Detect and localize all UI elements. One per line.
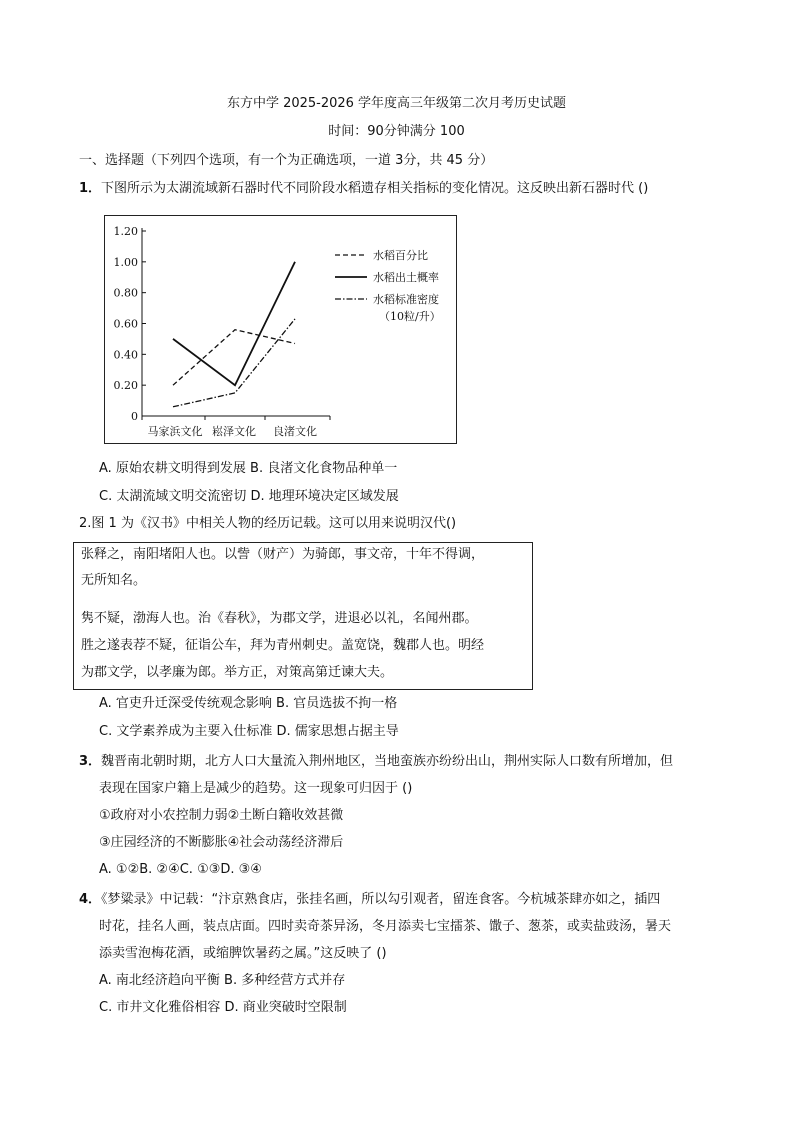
x-tick-label: 良渚文化: [273, 425, 317, 438]
question-stem: 下图所示为太湖流域新石器时代不同阶段水稻遗存相关指标的变化情况。这反映出新石器时代 (): [101, 181, 649, 196]
question-2-option-cd[interactable]: C. 文学素养成为主要入仕标准 D. 儒家思想占据主导: [99, 724, 399, 739]
series-line-3: [173, 319, 295, 407]
y-tick-label: 0.20: [113, 379, 138, 393]
y-tick-label: 0.40: [113, 348, 138, 362]
exam-subtitle: 时间：90分钟满分 100: [328, 124, 465, 139]
exam-title: 东方中学 2025-2026 学年度高三年级第二次月考历史试题: [226, 96, 567, 111]
question-number: 4．: [79, 892, 102, 907]
hanshu-quote-box: [73, 542, 533, 690]
question-3-stem-cont: 表现在国家户籍上是减少的趋势。这一现象可归因于 (): [99, 781, 413, 796]
question-4: [79, 891, 660, 909]
y-tick-label: 0.80: [113, 286, 138, 300]
series-line-2: [173, 262, 295, 385]
question-4-option-ab[interactable]: A. 南北经济趋向平衡 B. 多种经营方式并存: [99, 973, 346, 988]
question-3-options[interactable]: A. ①②B. ②④C. ①③D. ③④: [99, 862, 262, 877]
legend-label: 水稻标准密度: [373, 293, 439, 306]
y-tick-label: 1.20: [113, 225, 138, 238]
question-4-stem-cont: 时花，挂名人画，装点店面。四时卖奇茶异汤，冬月添卖七宝擂茶、馓子、葱茶，或卖盐豉汤，暑天: [99, 919, 672, 934]
x-tick-label: 崧泽文化: [212, 425, 256, 438]
question-3-sub-options-1: ①政府对小农控制力弱②土断白籍收效甚微: [99, 808, 344, 823]
section-heading: 一、选择题（下列四个选项，有一个为正确选项，一道 3分，共 45 分）: [79, 153, 494, 168]
quote-line: 张释之，南阳堵阳人也。以訾（财产）为骑郎，事文帝，十年不得调，: [81, 547, 485, 562]
question-stem: 《梦粱录》中记载：“汴京熟食店，张挂名画，所以勾引观者，留连食客。今杭城茶肆亦如之，插四: [101, 892, 661, 907]
question-number: 3．: [79, 754, 102, 769]
y-tick-label: 0: [131, 410, 138, 423]
question-stem: 魏晋南北朝时期，北方人口大量流入荆州地区，当地蛮族亦纷纷出山，荆州实际人口数有所增加，但: [101, 754, 674, 769]
rice-chart-svg: [105, 216, 458, 445]
question-3-sub-options-2: ③庄园经济的不断膨胀④社会动荡经济滞后: [99, 835, 344, 850]
question-1: [79, 180, 648, 198]
rice-chart: [104, 215, 457, 444]
question-number: 2.: [79, 516, 92, 531]
question-number: 1．: [79, 181, 102, 196]
y-tick-label: 0.60: [113, 317, 138, 331]
question-2: [79, 515, 456, 533]
question-3: [79, 753, 673, 771]
quote-line: 无所知名。: [81, 573, 147, 588]
quote-line: 胜之遂表荐不疑，征诣公车，拜为青州刺史。盖宽饶，魏郡人也。明经: [81, 638, 485, 653]
quote-line: 隽不疑，渤海人也。治《春秋》，为郡文学，进退必以礼，名闻州郡。: [81, 611, 478, 626]
question-1-option-cd[interactable]: C. 太湖流域文明交流密切 D. 地理环境决定区域发展: [99, 489, 399, 504]
question-4-stem-cont: 添卖雪泡梅花酒，或缩脾饮暑药之属。”这反映了 (): [99, 946, 387, 961]
y-tick-label: 1.00: [113, 255, 138, 269]
legend-label-note: （10粒/升）: [379, 310, 441, 323]
question-4-option-cd[interactable]: C. 市井文化雅俗相容 D. 商业突破时空限制: [99, 1000, 347, 1015]
quote-line: 为郡文学，以孝廉为郎。举方正，对策高第迁谏大夫。: [81, 665, 394, 680]
question-2-option-ab[interactable]: A. 官吏升迁深受传统观念影响 B. 官员选拔不拘一格: [99, 696, 398, 711]
question-stem: 图 1 为《汉书》中相关人物的经历记载。这可以用来说明汉代(): [91, 516, 457, 531]
series-line-1: [173, 330, 295, 386]
x-tick-label: 马家浜文化: [147, 425, 203, 438]
legend-label: 水稻百分比: [373, 249, 428, 262]
legend-label: 水稻出土概率: [373, 271, 439, 284]
question-1-option-ab[interactable]: A. 原始农耕文明得到发展 B. 良渚文化食物品种单一: [99, 461, 398, 476]
